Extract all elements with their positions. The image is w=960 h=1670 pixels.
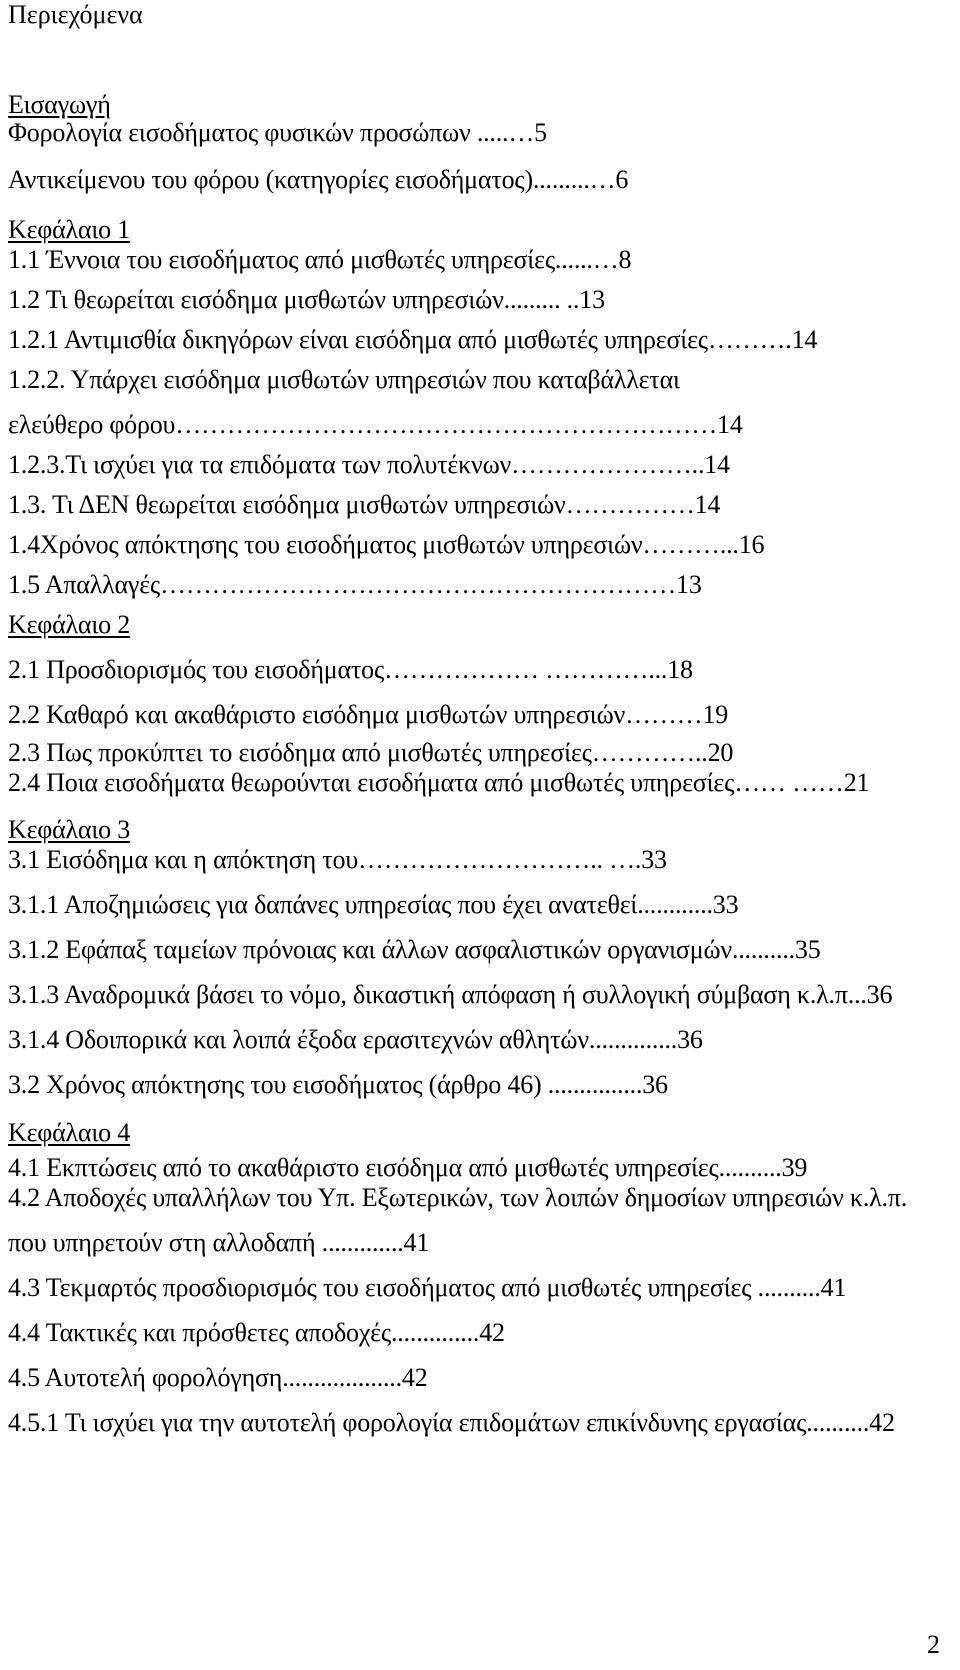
toc-entry: 2.1 Προσδιορισμός του εισοδήματος……………… …………...18: [8, 655, 693, 684]
toc-chapter-1: Κεφάλαιο 1: [8, 215, 131, 244]
toc-entry: 3.1.2 Εφάπαξ ταμείων πρόνοιας και άλλων ασφαλιστικών οργανισμών..........35: [8, 935, 821, 964]
toc-entry: 4.1 Εκπτώσεις από το ακαθάριστο εισόδημα από μισθωτές υπηρεσίες..........39: [8, 1153, 808, 1182]
toc-chapter-3: Κεφάλαιο 3: [8, 815, 131, 844]
toc-entry: 1.2 Τι θεωρείται εισόδημα μισθωτών υπηρεσιών......... ..13: [8, 285, 605, 314]
toc-entry: 4.3 Τεκμαρτός προσδιορισμός του εισοδήματος από μισθωτές υπηρεσίες ..........41: [8, 1273, 847, 1302]
toc-entry: 4.2 Αποδοχές υπαλλήλων του Υπ. Εξωτερικών, των λοιπών δημοσίων υπηρεσιών κ.λ.π.: [8, 1183, 908, 1212]
toc-entry: 3.2 Χρόνος απόκτησης του εισοδήματος (άρθρο 46) ...............36: [8, 1070, 668, 1099]
toc-entry: 1.2.1 Αντιμισθία δικηγόρων είναι εισόδημα από μισθωτές υπηρεσίες……….14: [8, 325, 818, 354]
toc-section-intro: Εισαγωγή: [8, 90, 111, 119]
toc-entry: 3.1.1 Αποζημιώσεις για δαπάνες υπηρεσίας που έχει ανατεθεί............33: [8, 890, 739, 919]
toc-entry: 1.2.3.Τι ισχύει για τα επιδόματα των πολυτέκνων…………………..14: [8, 450, 730, 479]
page-number: 2: [927, 1630, 940, 1659]
toc-chapter-2: Κεφάλαιο 2: [8, 610, 131, 639]
toc-entry: ελεύθερο φόρου………………………………………………………14: [8, 410, 743, 439]
toc-heading: Περιεχόμενα: [8, 0, 143, 29]
toc-entry: Φορολογία εισοδήματος φυσικών προσώπων .....…5: [8, 118, 547, 147]
toc-entry: 2.2 Καθαρό και ακαθάριστο εισόδημα μισθωτών υπηρεσιών………19: [8, 700, 729, 729]
toc-entry: που υπηρετούν στη αλλοδαπή .............41: [8, 1228, 430, 1257]
toc-entry: 1.5 Απαλλαγές……………………………………………………13: [8, 570, 702, 599]
toc-entry: 2.3 Πως προκύπτει το εισόδημα από μισθωτές υπηρεσίες…………..20: [8, 738, 734, 767]
toc-entry: Αντικείμενου του φόρου (κατηγορίες εισοδήματος).........…6: [8, 165, 629, 194]
toc-entry: 4.5 Αυτοτελή φορολόγηση...................42: [8, 1363, 428, 1392]
toc-entry: 3.1 Εισόδημα και η απόκτηση του……………………….. ….33: [8, 845, 667, 874]
toc-entry: 3.1.4 Οδοιπορικά και λοιπά έξοδα ερασιτεχνών αθλητών..............36: [8, 1025, 703, 1054]
toc-entry: 3.1.3 Αναδρομικά βάσει το νόμο, δικαστική απόφαση ή συλλογική σύμβαση κ.λ.π...36: [8, 980, 893, 1009]
toc-entry: 1.4Χρόνος απόκτησης του εισοδήματος μισθωτών υπηρεσιών………...16: [8, 530, 765, 559]
toc-chapter-4: Κεφάλαιο 4: [8, 1118, 131, 1147]
toc-entry: 2.4 Ποια εισοδήματα θεωρούνται εισοδήματα από μισθωτές υπηρεσίες…… ……21: [8, 768, 870, 797]
toc-entry: 4.4 Τακτικές και πρόσθετες αποδοχές..............42: [8, 1318, 505, 1347]
toc-entry: 1.1 Έννοια του εισοδήματος από μισθωτές υπηρεσίες......…8: [8, 245, 632, 274]
toc-entry: 4.5.1 Τι ισχύει για την αυτοτελή φορολογία επιδομάτων επικίνδυνης εργασίας..........42: [8, 1408, 895, 1437]
toc-entry: 1.3. Τι ΔΕΝ θεωρείται εισόδημα μισθωτών υπηρεσιών……………14: [8, 490, 721, 519]
toc-entry: 1.2.2. Υπάρχει εισόδημα μισθωτών υπηρεσιών που καταβάλλεται: [8, 365, 680, 394]
